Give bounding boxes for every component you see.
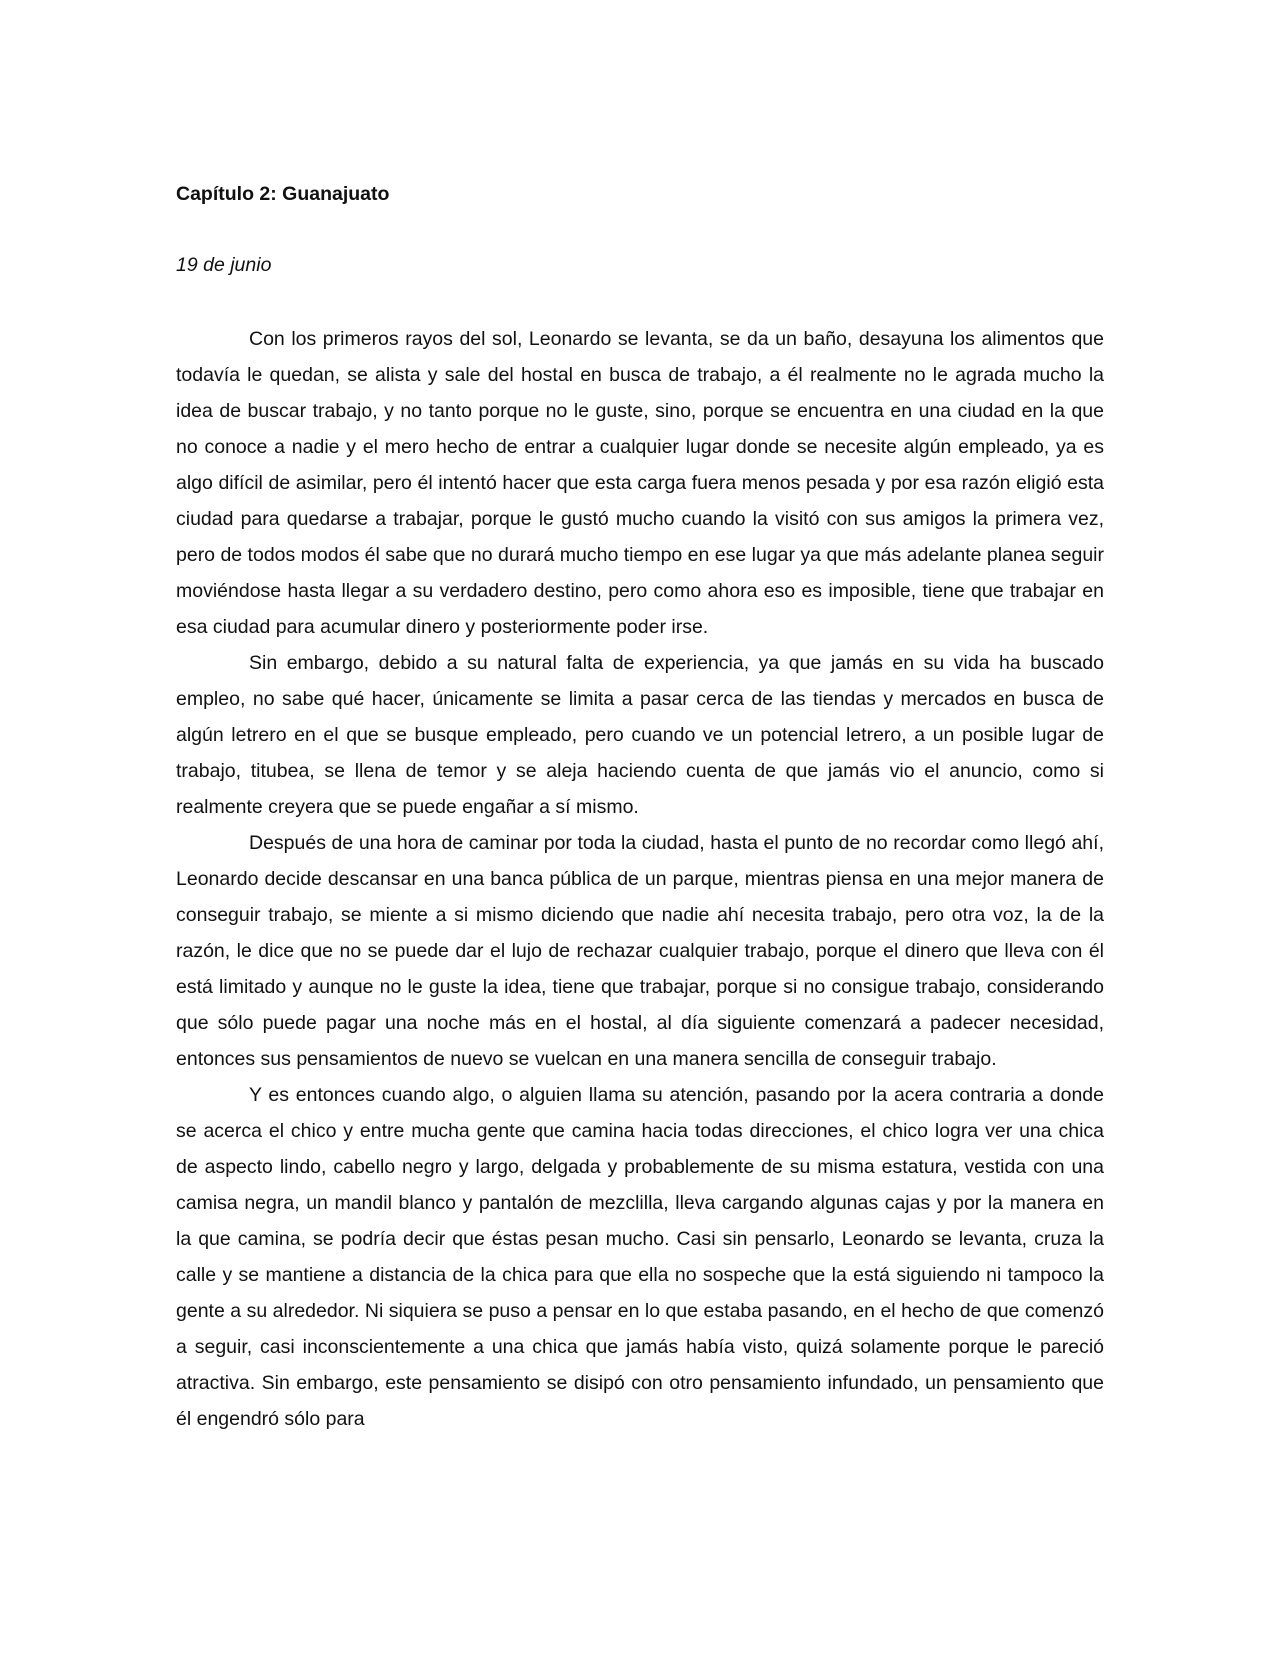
- paragraph-1: Con los primeros rayos del sol, Leonardo se levanta, se da un baño, desayuna los alimentos que todavía le quedan, se alista y sale del hostal en busca de trabajo, a él realmente no le agrada mucho la idea de buscar trabajo, y no tanto porque no le guste, sino, porque se encuentra en una ciudad en la que no conoce a nadie y el mero hecho de entrar a cualquier lugar donde se necesite algún empleado, ya es algo difícil de asimilar, pero él intentó hacer que esta carga fuera menos pesada y por esa razón eligió esta ciudad para quedarse a trabajar, porque le gustó mucho cuando la visitó con sus amigos la primera vez, pero de todos modos él sabe que no durará mucho tiempo en ese lugar ya que más adelante planea seguir moviéndose hasta llegar a su verdadero destino, pero como ahora eso es imposible, tiene que trabajar en esa ciudad para acumular dinero y posteriormente poder irse.: [176, 328, 1104, 638]
- paragraph-3: Después de una hora de caminar por toda la ciudad, hasta el punto de no recordar como llegó ahí, Leonardo decide descansar en una banca pública de un parque, mientras piensa en una mejor manera de conseguir trabajo, se miente a si mismo diciendo que nadie ahí necesita trabajo, pero otra voz, la de la razón, le dice que no se puede dar el lujo de rechazar cualquier trabajo, porque el dinero que lleva con él está limitado y aunque no le guste la idea, tiene que trabajar, porque si no consigue trabajo, considerando que sólo puede pagar una noche más en el hostal, al día siguiente comenzará a padecer necesidad, entonces sus pensamientos de nuevo se vuelcan en una manera sencilla de conseguir trabajo.: [176, 832, 1104, 1070]
- paragraph-2: Sin embargo, debido a su natural falta de experiencia, ya que jamás en su vida ha buscado empleo, no sabe qué hacer, únicamente se limita a pasar cerca de las tiendas y mercados en busca de algún letrero en el que se busque empleado, pero cuando ve un potencial letrero, a un posible lugar de trabajo, titubea, se llena de temor y se aleja haciendo cuenta de que jamás vio el anuncio, como si realmente creyera que se puede engañar a sí mismo.: [176, 652, 1104, 818]
- body-text: [176, 321, 1104, 1437]
- entry-date: 19 de junio: [176, 254, 272, 276]
- page-content: [176, 180, 1104, 1437]
- paragraph-4: Y es entonces cuando algo, o alguien llama su atención, pasando por la acera contraria a donde se acerca el chico y entre mucha gente que camina hacia todas direcciones, el chico logra ver una chica de aspecto lindo, cabello negro y largo, delgada y probablemente de su misma estatura, vestida con una camisa negra, un mandil blanco y pantalón de mezclilla, lleva cargando algunas cajas y por la manera en la que camina, se podría decir que éstas pesan mucho. Casi sin pensarlo, Leonardo se levanta, cruza la calle y se mantiene a distancia de la chica para que ella no sospeche que la está siguiendo ni tampoco la gente a su alrededor. Ni siquiera se puso a pensar en lo que estaba pasando, en el hecho de que comenzó a seguir, casi inconscientemente a una chica que jamás había visto, quizá solamente porque le pareció atractiva. Sin embargo, este pensamiento se disipó con otro pensamiento infundado, un pensamiento que él engendró sólo para: [176, 1084, 1104, 1430]
- chapter-title: Capítulo 2: Guanajuato: [176, 183, 390, 205]
